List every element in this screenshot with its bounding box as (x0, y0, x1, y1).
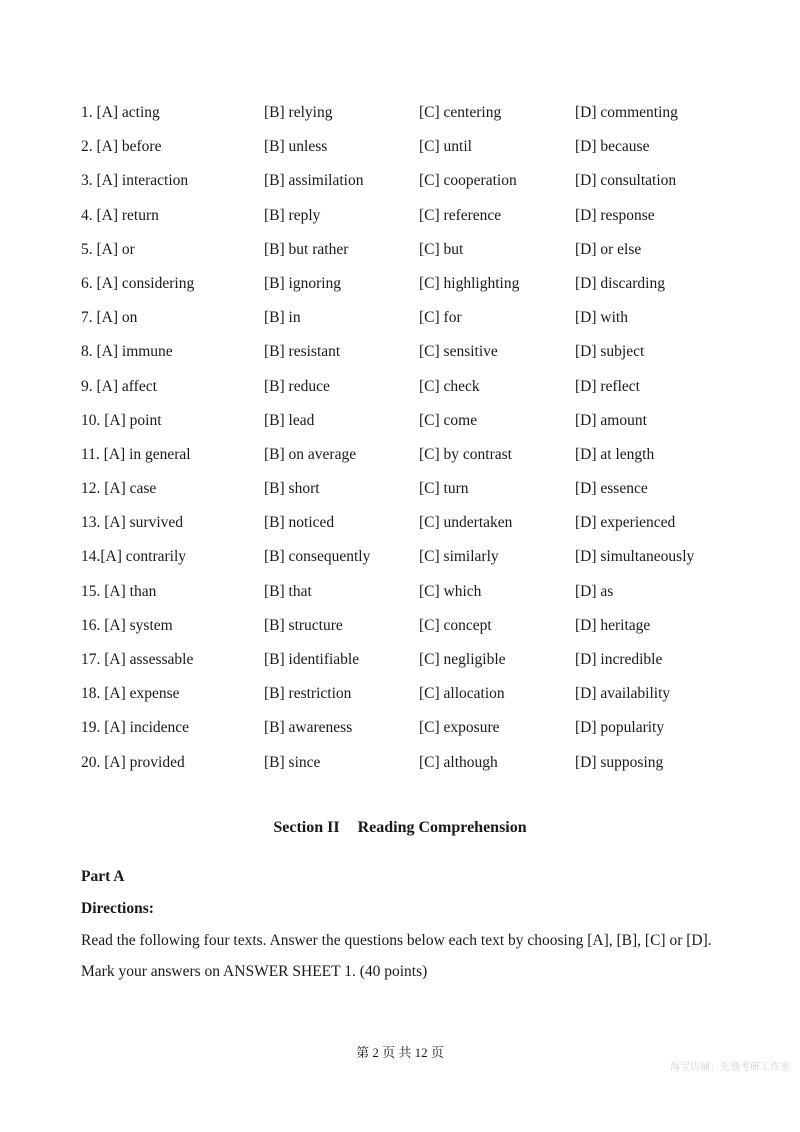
option-a: 7. [A] on (81, 309, 138, 327)
option-c: [C] which (419, 582, 482, 600)
option-a: 10. [A] point (81, 411, 162, 429)
option-d: [D] experienced (575, 514, 676, 532)
option-a: 16. [A] system (81, 616, 173, 634)
section-title: Reading Comprehension (357, 819, 527, 836)
option-c: [C] allocation (419, 685, 505, 703)
option-a: 1. [A] acting (81, 104, 160, 121)
option-a: 20. [A] provided (81, 753, 185, 771)
section-heading (0, 817, 800, 839)
option-row (81, 478, 761, 512)
cloze-options-list (81, 102, 761, 786)
option-c: [C] centering (419, 104, 502, 121)
option-b: [B] on average (264, 445, 357, 463)
option-c: [C] although (419, 753, 498, 771)
section-number: Section II (273, 819, 340, 836)
option-b: [B] lead (264, 411, 315, 429)
option-row (81, 136, 761, 170)
option-d: [D] commenting (575, 104, 678, 121)
option-row (81, 649, 761, 683)
option-c: [C] concept (419, 616, 492, 634)
option-d: [D] supposing (575, 753, 664, 771)
option-c: [C] but (419, 240, 464, 258)
option-row (81, 239, 761, 273)
option-c: [C] undertaken (419, 514, 513, 532)
option-row (81, 752, 761, 786)
option-a: 18. [A] expense (81, 685, 180, 703)
option-d: [D] consultation (575, 172, 677, 190)
directions-label: Directions: (81, 900, 154, 917)
option-b: [B] short (264, 480, 320, 498)
option-row (81, 376, 761, 410)
option-row (81, 683, 761, 717)
option-d: [D] with (575, 309, 628, 327)
option-a: 12. [A] case (81, 480, 157, 498)
option-d: [D] popularity (575, 719, 665, 737)
option-row (81, 581, 761, 615)
option-d: [D] response (575, 206, 655, 224)
option-b: [B] but rather (264, 240, 349, 258)
watermark: 淘宝店铺：先逸考研工作室 (670, 1062, 790, 1073)
option-row (81, 170, 761, 204)
option-c: [C] exposure (419, 719, 500, 737)
option-a: 8. [A] immune (81, 343, 173, 361)
option-row (81, 307, 761, 341)
option-row (81, 273, 761, 307)
option-b: [B] reply (264, 206, 321, 224)
option-c: [C] turn (419, 480, 469, 498)
option-a: 19. [A] incidence (81, 719, 190, 737)
option-a: 11. [A] in general (81, 445, 191, 463)
option-b: [B] structure (264, 616, 343, 634)
option-b: [B] noticed (264, 514, 335, 532)
option-b: [B] that (264, 582, 312, 600)
option-row (81, 615, 761, 649)
option-b: [B] assimilation (264, 172, 364, 190)
option-c: [C] by contrast (419, 445, 512, 463)
option-b: [B] in (264, 309, 301, 327)
option-c: [C] until (419, 138, 472, 156)
option-b: [B] resistant (264, 343, 341, 361)
option-a: 5. [A] or (81, 240, 135, 258)
option-b: [B] reduce (264, 377, 330, 395)
option-b: [B] ignoring (264, 274, 342, 292)
option-c: [C] negligible (419, 651, 506, 668)
option-c: [C] come (419, 411, 478, 429)
option-row (81, 546, 761, 580)
option-d: [D] essence (575, 480, 648, 498)
option-d: [D] incredible (575, 651, 663, 668)
instruction-line-1: Read the following four texts. Answer the questions below each text by choosing [A], [B], [C] or [D]. (81, 932, 712, 949)
option-row (81, 341, 761, 375)
option-d: [D] discarding (575, 274, 665, 292)
option-c: [C] check (419, 377, 480, 395)
instruction-line-2: Mark your answers on ANSWER SHEET 1. (40 points) (81, 963, 428, 980)
option-d: [D] reflect (575, 377, 640, 395)
option-row (81, 444, 761, 478)
option-b: [B] since (264, 753, 321, 771)
option-a: 9. [A] affect (81, 377, 157, 395)
option-c: [C] sensitive (419, 343, 498, 361)
page-number-footer: 第 2 页 共 12 页 (356, 1045, 444, 1060)
option-row (81, 410, 761, 444)
option-d: [D] simultaneously (575, 548, 695, 566)
option-b: [B] restriction (264, 685, 352, 703)
option-row (81, 512, 761, 546)
option-row (81, 205, 761, 239)
option-d: [D] heritage (575, 616, 651, 634)
option-row (81, 717, 761, 751)
option-c: [C] highlighting (419, 274, 520, 292)
option-a: 4. [A] return (81, 206, 159, 224)
option-c: [C] similarly (419, 548, 499, 566)
option-a: 2. [A] before (81, 138, 162, 156)
option-b: [B] consequently (264, 548, 371, 566)
part-label: Part A (81, 868, 125, 885)
option-c: [C] for (419, 309, 462, 327)
option-d: [D] subject (575, 343, 645, 361)
option-d: [D] as (575, 582, 614, 600)
option-d: [D] or else (575, 240, 642, 258)
option-d: [D] availability (575, 685, 671, 703)
option-b: [B] unless (264, 138, 328, 156)
option-row (81, 102, 761, 136)
option-a: 13. [A] survived (81, 514, 184, 532)
option-a: 3. [A] interaction (81, 172, 189, 190)
option-a: 17. [A] assessable (81, 651, 194, 668)
option-c: [C] cooperation (419, 172, 517, 190)
option-b: [B] relying (264, 104, 333, 121)
option-d: [D] because (575, 138, 650, 156)
option-c: [C] reference (419, 206, 502, 224)
option-d: [D] at length (575, 445, 655, 463)
option-d: [D] amount (575, 411, 647, 429)
option-a: 6. [A] considering (81, 274, 195, 292)
option-b: [B] identifiable (264, 651, 360, 668)
option-b: [B] awareness (264, 719, 353, 737)
option-a: 14.[A] contrarily (81, 548, 187, 566)
option-a: 15. [A] than (81, 582, 157, 600)
